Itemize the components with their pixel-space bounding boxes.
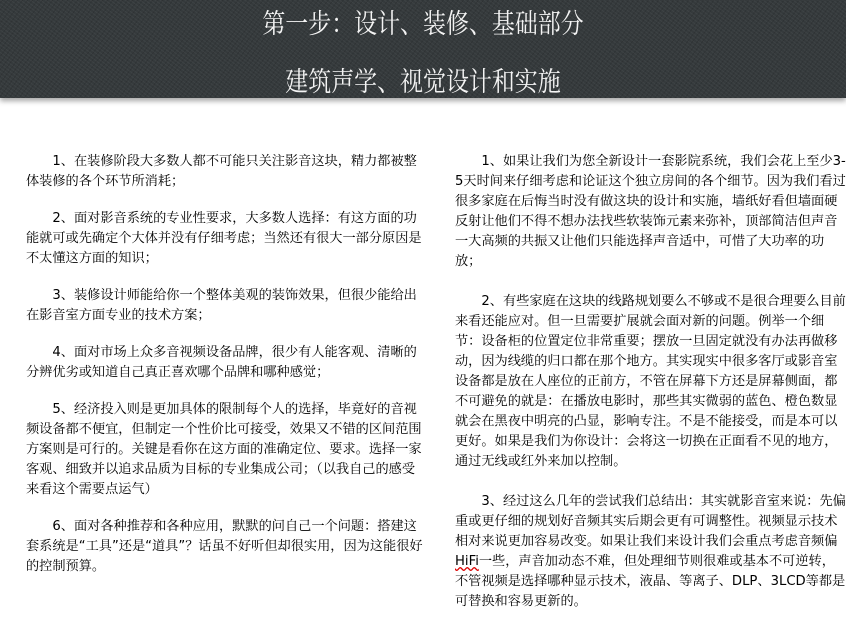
paragraph: 2、面对影音系统的专业性要求，大多数人选择：有这方面的功能就可或先确定个大体并没有仔细考虑；当然还有很大一部分原因是不太懂这方面的知识；	[26, 211, 422, 266]
header-banner	[0, 0, 846, 98]
spellcheck-word: HiFi	[455, 554, 479, 569]
paragraph: 4、面对市场上众多音视频设备品牌，很少有人能客观、清晰的分辨优劣或知道自己真正喜欢哪个品牌和哪种感觉；	[26, 345, 417, 380]
paragraph: 3、装修设计师能给你一个整体美观的装饰效果，但很少能给出在影音室方面专业的技术方案；	[26, 288, 417, 323]
paragraph: 2、有些家庭在这块的线路规划要么不够或不是很合理要么目前来看还能应对。但一旦需要扩展就会面对新的问题。例举一个细节：设备柜的位置定位非常重要；摆放一旦固定就没有办法再做移动，因为线缆的归口都在那个地方。其实现实中很多客厅或影音室设备都是放在人座位的正前方，不管在屏幕下方还是屏幕侧面，都不可避免的就是：在播放电影时，那些其实微弱的蓝色、橙色数显就会在黑夜中明亮的凸显，影响专注。不是不能接受，而是本可以更好。如果是我们为你设计：会将这一切换在正面看不见的地方，通过无线或红外来加以控制。	[455, 294, 846, 469]
paragraph: 1、如果让我们为您全新设计一套影院系统，我们会花上至少3-5天时间来仔细考虑和论证这个独立房间的各个细节。因为我们看过很多家庭在后悔当时没有做这块的设计和实施，墙纸好看但墙面硬反射让他们不得不想办法找些软装饰元素来弥补，顶部简洁但声音一大高频的共振又让他们只能选择声音适中，可惜了大功率的功放；	[455, 154, 846, 269]
title-line-1: 第一步：设计、装修、基础部分	[262, 9, 584, 40]
title-line-2: 建筑声学、视觉设计和实施	[285, 67, 561, 98]
left-column	[26, 152, 428, 594]
text: 3、经过这么几年的尝试我们总结出：其实就影音室来说：先偏重或更仔细的规划好音频其实后期会更有可调整性。视频显示技术相对来说更加容易改变。如果让我们来设计我们会重点考虑音频偏	[455, 494, 846, 549]
right-column	[455, 152, 846, 632]
paragraph: 6、面对各种推荐和各种应用，默默的问自己一个问题：搭建这套系统是“工具”还是“道具”？话虽不好听但却很实用，因为这能很好的控制预算。	[26, 519, 423, 574]
paragraph: 1、在装修阶段大多数人都不可能只关注影音这块，精力都被整体装修的各个环节所消耗；	[26, 154, 417, 189]
paragraph	[455, 492, 846, 612]
paragraph: 5、经济投入则是更加具体的限制每个人的选择，毕竟好的音视频设备都不便宜，但制定一个性价比可接受，效果又不错的区间范围方案则是可行的。关键是看你在这方面的准确定位、要求。选择一家客观、细致并以追求品质为目标的专业集成公司；（以我自己的感受来看这个需要点运气）	[26, 402, 422, 497]
text: 一些，声音加动态不难，但处理细节则很难或基本不可逆转，不管视频是选择哪种显示技术，液晶、等离子、DLP、3LCD等都是可替换和容易更新的。	[455, 554, 846, 609]
